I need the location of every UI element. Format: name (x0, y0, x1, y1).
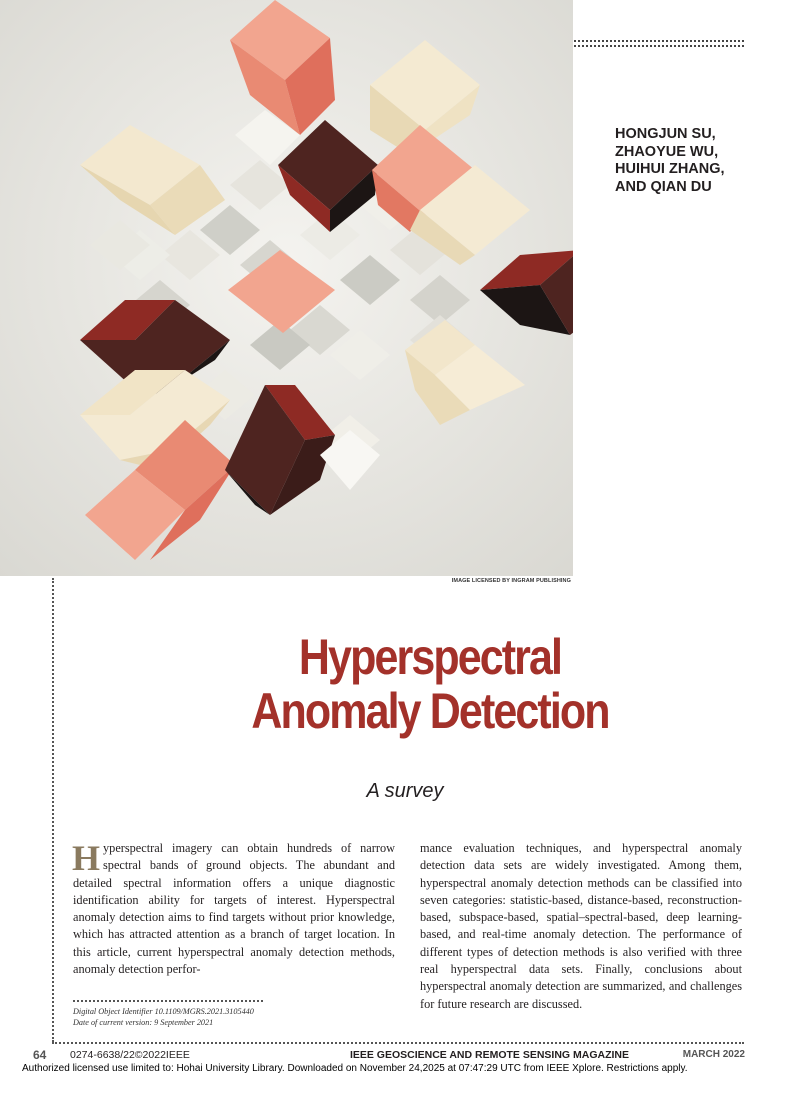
doi-line: Digital Object Identifier 10.1109/MGRS.2021.3105440 (73, 1007, 254, 1016)
hero-illustration (0, 0, 573, 576)
issue-date: MARCH 2022 (682, 1049, 745, 1060)
decorative-dotted-rule-left (52, 578, 54, 1042)
page-number: 64 (33, 1048, 47, 1062)
author-line: ZHAOYUE WU, (615, 143, 719, 160)
abstract-left-column (73, 840, 395, 978)
cubes-artwork (0, 0, 573, 576)
issn: 0274-6638/22©2022IEEE (70, 1049, 190, 1061)
author-line: HONGJUN SU, (615, 126, 716, 142)
image-credit: IMAGE LICENSED BY INGRAM PUBLISHING (451, 578, 571, 584)
author-list (615, 126, 795, 196)
decorative-dotted-rule-top (574, 40, 744, 47)
title-line: Hyperspectral (298, 629, 562, 685)
author-line: AND QIAN DU (615, 178, 712, 195)
magazine-name: IEEE GEOSCIENCE AND REMOTE SENSING MAGAZINE (349, 1049, 629, 1061)
abstract-right-column: mance evaluation techniques, and hyperspectral anomaly detection data sets are widely investigated. Among them, hyperspectral anomaly detection methods can be classified into seven categories: statistic-based, distance-based, reconstruction-based, subspace-based, spatial–spectral-based, deep learning-based, and real-time anomaly detection. The performance of different types of detection methods is also verified with three real hyperspectral data sets. Finally, conclusions about hyperspectral anomaly detection are summarized, and challenges for future research are discussed. (420, 841, 742, 1011)
version-line: Date of current version: 9 September 2021 (73, 1018, 214, 1027)
license-notice: Authorized licensed use limited to: Hohai University Library. Downloaded on November 24,2025 at 07:47:29 UTC from IEEE Xplore. Restrictions apply. (22, 1063, 688, 1074)
decorative-dotted-rule-bottom (52, 1042, 744, 1044)
doi-block (73, 1000, 263, 1028)
author-line: HUIHUI ZHANG, (615, 161, 725, 177)
page-footer (33, 1048, 745, 1062)
article-subtitle: A survey (366, 780, 444, 802)
title-line: Anomaly Detection (251, 683, 609, 739)
article-title (163, 630, 696, 738)
drop-cap: H (72, 838, 101, 878)
abstract-left-text: yperspectral imagery can obtain hundreds of narrow spectral bands of ground objects. The abundant and detailed spectral information offers a unique diagnostic identification ability for targets of interest. Hyperspectral anomaly detection aims to find targets without prior knowledge, which has attracted attention as a branch of target location. In this article, current hyperspectral anomaly detection methods, anomaly detection perfor- (73, 841, 395, 977)
